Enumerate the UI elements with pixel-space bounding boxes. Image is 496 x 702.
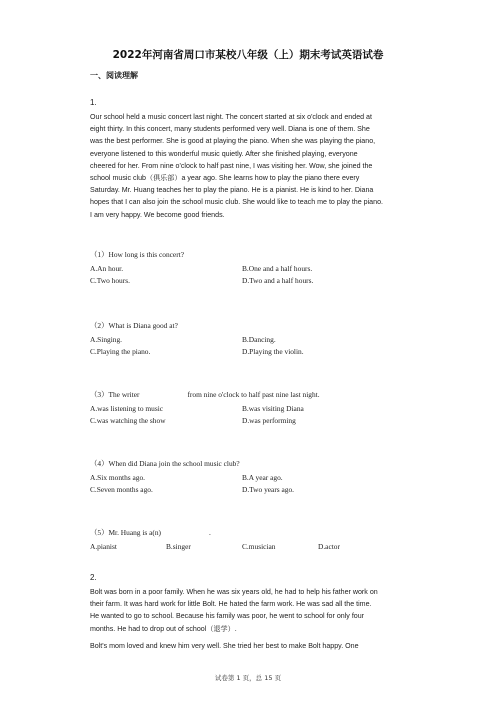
section-heading: 一、阅读理解 bbox=[90, 71, 138, 80]
option-d[interactable]: D.Two and a half hours. bbox=[242, 276, 314, 285]
passage-line: He wanted to go to school. Because his family was poor, he went to school for only four bbox=[90, 612, 365, 621]
option-c[interactable]: C.Playing the piano. bbox=[90, 347, 151, 356]
question-2 bbox=[90, 320, 394, 356]
question-stem: （2）What is Diana good at? bbox=[90, 321, 178, 330]
question-5 bbox=[90, 527, 394, 551]
option-a[interactable]: A.Singing. bbox=[90, 335, 123, 344]
option-d[interactable]: D.actor bbox=[318, 542, 340, 551]
option-c[interactable]: C.was watching the show bbox=[90, 416, 166, 425]
option-a[interactable]: A.Six months ago. bbox=[90, 473, 146, 482]
option-b[interactable]: B.One and a half hours. bbox=[242, 264, 313, 273]
option-d[interactable]: D.Playing the violin. bbox=[242, 347, 304, 356]
page-footer: 试卷第 1 页，总 15 页 bbox=[214, 674, 282, 682]
passage-line: was the best performer. She is good at playing the piano. When she was playing the piano, bbox=[90, 137, 376, 146]
passage-line: eight thirty. In this concert, many students performed very well. Diana is one of them. She bbox=[90, 125, 370, 134]
passage-line: Bolt was born in a poor family. When he was six years old, he had to help his father work on bbox=[90, 588, 378, 596]
question-4 bbox=[90, 458, 394, 494]
passage-line: months. He had to drop out of school（退学）. bbox=[90, 624, 237, 633]
passage-line: cheered for her. From nine o'clock to half past nine, I was visiting her. Wow, she joined the bbox=[90, 161, 373, 170]
question-3 bbox=[90, 389, 394, 425]
question-1 bbox=[90, 249, 394, 285]
option-c[interactable]: C.musician bbox=[242, 542, 276, 551]
question-stem: （1）How long is this concert? bbox=[90, 250, 185, 259]
passage-2-number: 2. bbox=[90, 573, 97, 582]
option-d[interactable]: D.Two years ago. bbox=[242, 485, 295, 494]
passage-line: their farm. It was hard work for little Bolt. He hated the farm work. He was sad all the time. bbox=[90, 600, 372, 609]
stem-prefix: （3）The writer bbox=[90, 390, 140, 399]
option-b[interactable]: B.singer bbox=[166, 542, 191, 551]
option-b[interactable]: B.Dancing. bbox=[242, 335, 276, 344]
option-a[interactable]: A.pianist bbox=[90, 542, 117, 551]
passage-1 bbox=[90, 111, 408, 221]
option-c[interactable]: C.Seven months ago. bbox=[90, 485, 153, 494]
option-d[interactable]: D.was performing bbox=[242, 416, 296, 425]
passage-line: school music club（俱乐部）a year ago. She learns how to play the piano there every bbox=[90, 174, 360, 183]
stem-suffix: from nine o'clock to half past nine last night. bbox=[187, 390, 320, 399]
question-stem bbox=[90, 527, 394, 538]
passage-line: Bolt's mom loved and knew him very well. She tried her best to make Bolt happy. One bbox=[90, 641, 359, 650]
passage-line: everyone listened to this wonderful music quietly. After she finished playing, everyone bbox=[90, 149, 358, 158]
page-title: 2022年河南省周口市某校八年级（上）期末考试英语试卷 bbox=[112, 49, 384, 61]
passage-line: I am very happy. We become good friends. bbox=[90, 210, 225, 219]
passage-line: hopes that I can also join the school music club. She would like to teach me to play the piano. bbox=[90, 198, 383, 207]
passage-line: Our school held a music concert last night. The concert started at six o'clock and ended at bbox=[90, 113, 372, 121]
option-b[interactable]: B.A year ago. bbox=[242, 473, 283, 482]
option-b[interactable]: B.was visiting Diana bbox=[242, 404, 304, 413]
stem-prefix: （5）Mr. Huang is a(n) bbox=[90, 528, 162, 537]
stem-suffix: . bbox=[209, 528, 211, 537]
option-a[interactable]: A.An hour. bbox=[90, 264, 124, 273]
option-c[interactable]: C.Two hours. bbox=[90, 276, 130, 285]
passage-line: Saturday. Mr. Huang teaches her to play the piano. He is a pianist. He is kind to her. Diana bbox=[90, 186, 374, 195]
question-stem bbox=[90, 389, 394, 400]
passage-2 bbox=[90, 586, 408, 652]
question-stem: （4）When did Diana join the school music club? bbox=[90, 459, 240, 468]
passage-1-number: 1. bbox=[90, 98, 97, 107]
option-a[interactable]: A.was listening to music bbox=[90, 404, 164, 413]
